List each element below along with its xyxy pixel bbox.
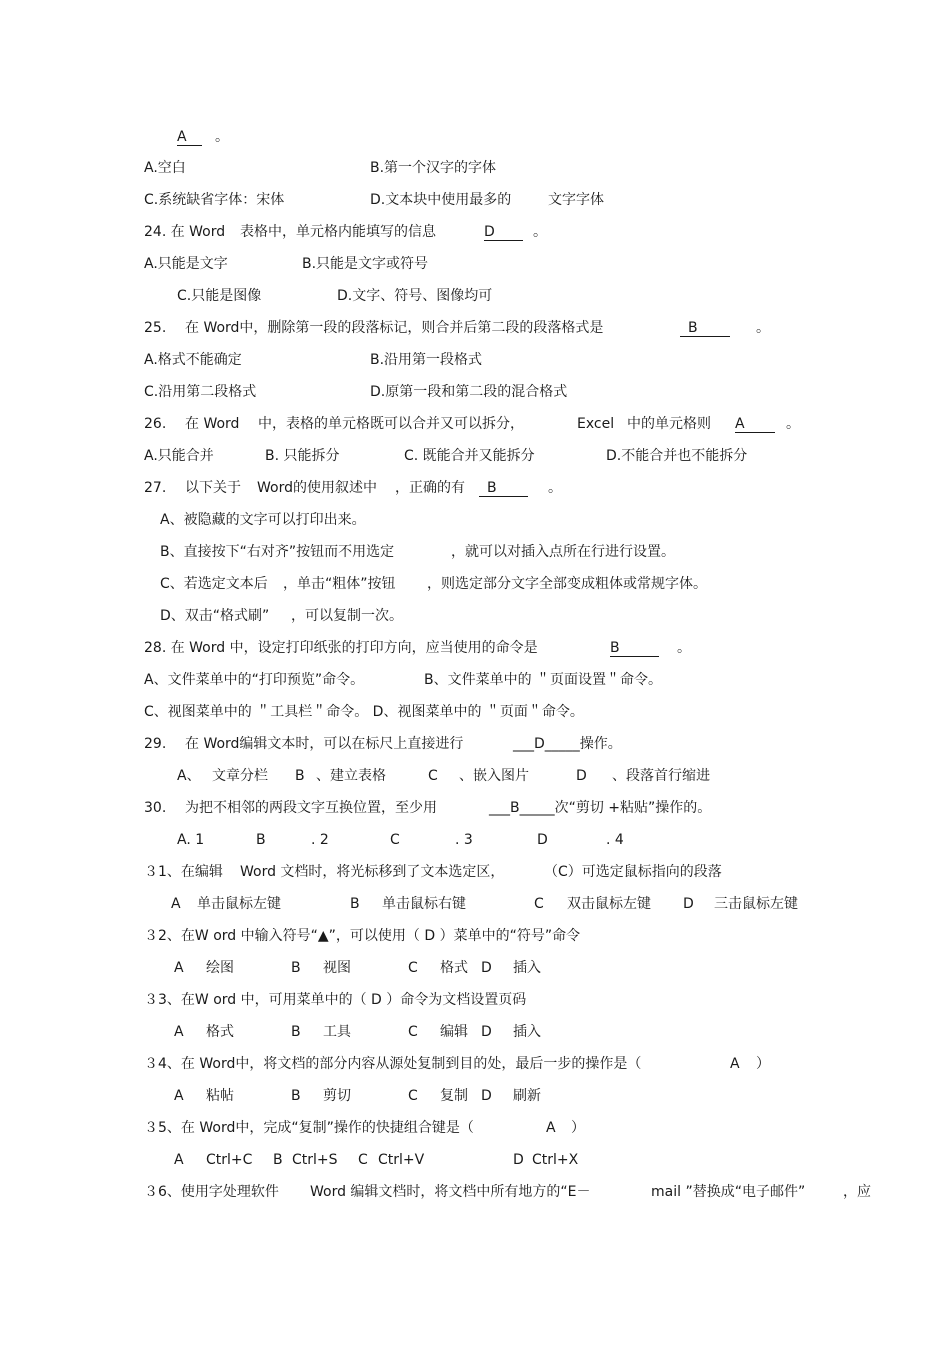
text-segment: 粘帖 bbox=[206, 1088, 234, 1104]
answer-blank-underline bbox=[484, 221, 523, 241]
text-segment: A.格式不能确定 bbox=[144, 352, 242, 368]
text-segment: D.原第一段和第二段的混合格式 bbox=[370, 384, 568, 400]
text-segment: 绘图 bbox=[206, 960, 234, 976]
text-segment: C、视图菜单中的 ＂工具栏＂命令。 D、视图菜单中的 ＂页面＂命令。 bbox=[144, 704, 584, 720]
text-segment: ３6、使用字处理软件 bbox=[144, 1184, 279, 1200]
answer-blank-underline bbox=[610, 637, 659, 657]
text-segment: B bbox=[688, 320, 698, 336]
answer-blank-underline bbox=[479, 477, 528, 497]
text-segment: A.只能是文字 bbox=[144, 256, 228, 272]
text-segment: B bbox=[487, 480, 497, 496]
text-segment: 28. 在 Word 中，设定打印纸张的打印方向，应当使用的命令是 bbox=[144, 640, 538, 656]
text-segment: 、段落首行缩进 bbox=[612, 768, 710, 784]
text-segment: Excel bbox=[577, 416, 615, 432]
text-segment: C、若选定文本后 bbox=[160, 576, 268, 592]
text-segment: A bbox=[546, 1120, 556, 1136]
text-segment: D bbox=[537, 832, 548, 848]
text-segment: 。 bbox=[548, 480, 562, 496]
text-segment: D bbox=[481, 1088, 492, 1104]
text-segment: 、建立表格 bbox=[316, 768, 386, 784]
text-segment: B.只能是文字或符号 bbox=[302, 256, 429, 272]
answer-blank-underline bbox=[680, 317, 730, 337]
text-segment: B.沿用第一段格式 bbox=[370, 352, 483, 368]
text-segment: 单击鼠标左键 bbox=[197, 896, 281, 912]
text-segment: A bbox=[730, 1056, 740, 1072]
text-segment: B、文件菜单中的 ＂页面设置＂命令。 bbox=[424, 672, 663, 688]
text-segment: Word 文档时，将光标移到了文本选定区， bbox=[240, 864, 505, 880]
text-segment: A.只能合并 bbox=[144, 448, 214, 464]
text-segment: 在 Word bbox=[185, 416, 240, 432]
text-segment: A bbox=[174, 1088, 184, 1104]
text-segment: ，正确的有 bbox=[395, 480, 465, 496]
text-segment: A. 1 bbox=[177, 832, 205, 848]
text-segment: A bbox=[171, 896, 181, 912]
text-segment: 三击鼠标左键 bbox=[714, 896, 798, 912]
text-segment: 文章分栏 bbox=[212, 768, 268, 784]
text-segment: A bbox=[174, 960, 184, 976]
text-segment: 编辑 bbox=[440, 1024, 468, 1040]
text-segment: Word 编辑文档时，将文档中所有地方的“E－ bbox=[310, 1184, 591, 1200]
text-segment: A bbox=[177, 129, 187, 145]
text-segment: A bbox=[174, 1152, 184, 1168]
text-segment: C bbox=[428, 768, 438, 784]
text-segment: D bbox=[683, 896, 694, 912]
text-segment: 格式 bbox=[206, 1024, 234, 1040]
answer-blank-underline bbox=[177, 126, 202, 146]
text-segment: ___B_____次“剪切 +粘贴”操作的。 bbox=[489, 800, 712, 816]
text-segment: 。 bbox=[677, 640, 691, 656]
text-segment: （C）可选定鼠标指向的段落 bbox=[544, 864, 722, 880]
text-segment: 中的单元格则 bbox=[627, 416, 711, 432]
text-segment: D bbox=[576, 768, 587, 784]
text-segment: 29. bbox=[144, 736, 167, 752]
text-segment: 插入 bbox=[513, 1024, 541, 1040]
text-segment: 。 bbox=[756, 320, 770, 336]
text-segment: ___D_____操作。 bbox=[513, 736, 622, 752]
text-segment: ，应 bbox=[843, 1184, 871, 1200]
text-segment: 刷新 bbox=[513, 1088, 541, 1104]
text-segment: 在 Word编辑文本时，可以在标尺上直接进行 bbox=[185, 736, 464, 752]
text-segment: 中，表格的单元格既可以合并又可以拆分， bbox=[258, 416, 524, 432]
text-segment: B bbox=[291, 1024, 301, 1040]
text-segment: ，就可以对插入点所在行进行设置。 bbox=[451, 544, 675, 560]
text-segment: 27. bbox=[144, 480, 167, 496]
text-segment: 为把不相邻的两段文字互换位置，至少用 bbox=[185, 800, 437, 816]
text-segment: 复制 bbox=[440, 1088, 468, 1104]
text-segment: 30. bbox=[144, 800, 167, 816]
text-segment: B bbox=[256, 832, 266, 848]
text-segment: A、被隐藏的文字可以打印出来。 bbox=[160, 512, 366, 528]
text-segment: C.系统缺省字体：宋体 bbox=[144, 192, 285, 208]
text-segment: C bbox=[358, 1152, 368, 1168]
text-segment: 26. bbox=[144, 416, 167, 432]
text-segment: B bbox=[295, 768, 305, 784]
text-segment: C bbox=[408, 1088, 418, 1104]
text-segment: 。 bbox=[786, 416, 800, 432]
text-segment: 工具 bbox=[323, 1024, 351, 1040]
text-segment: ３5、在 Word中，完成“复制”操作的快捷组合键是（ bbox=[144, 1120, 474, 1136]
text-segment: D bbox=[484, 224, 495, 240]
text-segment: C bbox=[390, 832, 400, 848]
text-segment: ，单击“粗体”按钮 bbox=[283, 576, 396, 592]
text-segment: 格式 bbox=[440, 960, 468, 976]
text-segment: . 2 bbox=[311, 832, 329, 848]
text-segment: Ctrl+V bbox=[378, 1152, 425, 1168]
text-segment: ３2、在W ord 中输入符号“▲”，可以使用（ D ）菜单中的“符号”命令 bbox=[144, 928, 581, 944]
text-segment: 在 Word中，删除第一段的段落标记，则合并后第二段的段落格式是 bbox=[185, 320, 604, 336]
text-segment: D bbox=[513, 1152, 524, 1168]
text-segment: ） bbox=[571, 1120, 585, 1136]
text-segment: mail ”替换成“电子邮件” bbox=[651, 1184, 806, 1200]
text-segment: ，可以复制一次。 bbox=[291, 608, 403, 624]
text-segment: B bbox=[291, 1088, 301, 1104]
text-segment: ３3、在W ord 中，可用菜单中的（ D ）命令为文档设置页码 bbox=[144, 992, 527, 1008]
text-segment: 剪切 bbox=[323, 1088, 351, 1104]
text-segment: A、文件菜单中的“打印预览”命令。 bbox=[144, 672, 365, 688]
text-segment: A bbox=[174, 1024, 184, 1040]
text-segment: B.第一个汉字的字体 bbox=[370, 160, 497, 176]
text-segment: Ctrl+C bbox=[206, 1152, 253, 1168]
text-segment: D.文字、符号、图像均可 bbox=[337, 288, 493, 304]
text-segment: 。 bbox=[215, 129, 229, 145]
text-segment: 单击鼠标右键 bbox=[382, 896, 466, 912]
text-segment: C.沿用第二段格式 bbox=[144, 384, 257, 400]
text-segment: 。 bbox=[533, 224, 547, 240]
text-segment: A bbox=[735, 416, 745, 432]
text-segment: D bbox=[481, 1024, 492, 1040]
text-segment: 24. 在 Word bbox=[144, 224, 226, 240]
text-segment: D bbox=[481, 960, 492, 976]
text-segment: Ctrl+X bbox=[532, 1152, 579, 1168]
text-segment: Word的使用叙述中 bbox=[257, 480, 377, 496]
text-segment: . 3 bbox=[455, 832, 473, 848]
answer-blank-underline bbox=[735, 413, 775, 433]
text-segment: C.只能是图像 bbox=[177, 288, 262, 304]
text-segment: 视图 bbox=[323, 960, 351, 976]
text-segment: 表格中，单元格内能填写的信息 bbox=[240, 224, 436, 240]
text-segment: C bbox=[534, 896, 544, 912]
text-segment: . 4 bbox=[606, 832, 624, 848]
text-segment: 文字字体 bbox=[548, 192, 604, 208]
text-segment: ，则选定部分文字全部变成粗体或常规字体。 bbox=[427, 576, 707, 592]
text-segment: D.文本块中使用最多的 bbox=[370, 192, 512, 208]
text-segment: A、 bbox=[177, 768, 201, 784]
text-segment: C bbox=[408, 1024, 418, 1040]
text-segment: B bbox=[291, 960, 301, 976]
text-segment: B、直接按下“右对齐”按钮而不用选定 bbox=[160, 544, 395, 560]
text-segment: D、双击“格式刷” bbox=[160, 608, 270, 624]
text-segment: 以下关于 bbox=[185, 480, 241, 496]
text-segment: ） bbox=[756, 1056, 770, 1072]
text-segment: C bbox=[408, 960, 418, 976]
text-segment: ３4、在 Word中，将文档的部分内容从源处复制到目的处，最后一步的操作是（ bbox=[144, 1056, 642, 1072]
text-segment: 、嵌入图片 bbox=[459, 768, 529, 784]
text-segment: B. 只能拆分 bbox=[265, 448, 340, 464]
text-segment: D.不能合并也不能拆分 bbox=[606, 448, 748, 464]
text-segment: C. 既能合并又能拆分 bbox=[404, 448, 535, 464]
text-segment: A.空白 bbox=[144, 160, 186, 176]
text-segment: 25. bbox=[144, 320, 167, 336]
text-segment: ３1、在编辑 bbox=[144, 864, 223, 880]
text-segment: B bbox=[610, 640, 620, 656]
text-segment: B bbox=[350, 896, 360, 912]
text-segment: 插入 bbox=[513, 960, 541, 976]
text-segment: 双击鼠标左键 bbox=[567, 896, 651, 912]
text-segment: Ctrl+S bbox=[292, 1152, 338, 1168]
text-segment: B bbox=[273, 1152, 283, 1168]
